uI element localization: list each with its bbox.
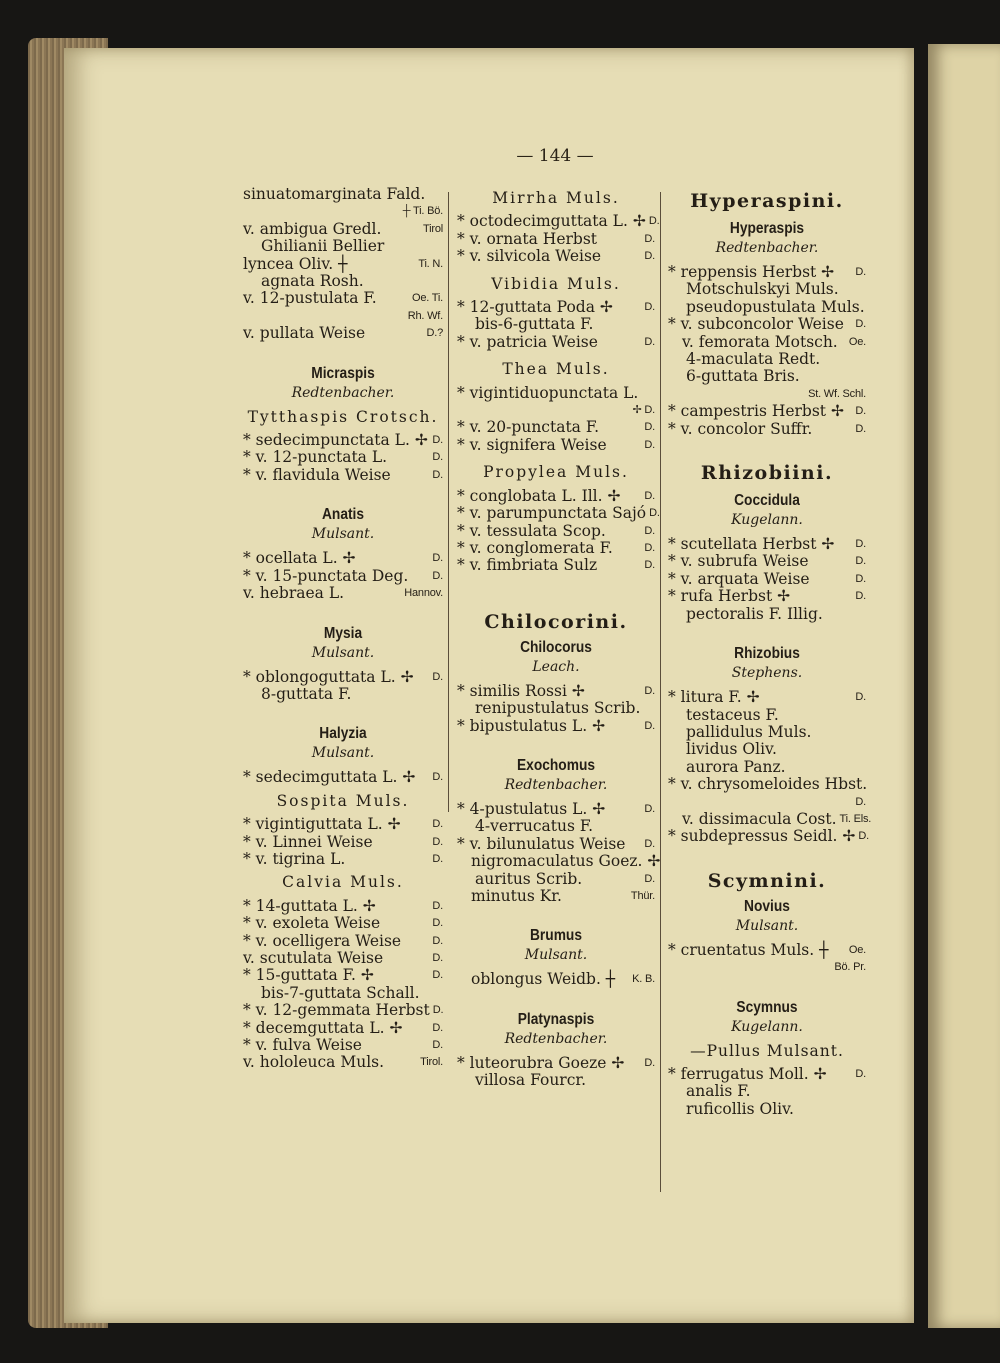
entry-line: * v. subconcolor Weise D. (668, 315, 866, 334)
entry-line: * litura F. ✢ D. (668, 688, 866, 707)
entry-line: v. scutulata Weise D. (243, 948, 443, 967)
entry-line: * vigintiguttata L. ✢ D. (243, 815, 443, 834)
entry-line: * octodecimguttata L. ✢ D. (457, 212, 660, 231)
genus-author: Mulsant. (311, 745, 375, 762)
genus-heading: Chilocorus (520, 638, 592, 656)
subgenus-heading: Sospita Muls. (276, 791, 410, 810)
entry-line: ruficollis Oliv. (686, 1099, 794, 1118)
genus-heading: Micraspis (311, 364, 375, 382)
genus-heading: Rhizobius (734, 645, 800, 663)
entry-line: * v. ocelligera Weise D. (243, 931, 443, 950)
entry-line: Ghilianii Bellier (261, 237, 385, 256)
genus-author: Redtenbacher. (504, 1030, 608, 1047)
tribe-heading: Scymnini. (707, 869, 827, 892)
entry-line: * v. 15-punctata Deg. D. (243, 566, 443, 585)
entry-line: * 4-pustulatus L. ✢ D. (457, 799, 655, 818)
entry-line: v. dissimacula Cost. Ti. Els. (682, 809, 872, 828)
entry-line: 4-maculata Redt. (686, 350, 821, 369)
entry-line: * sedecimguttata L. ✢ D. (243, 768, 443, 787)
entry-line: 8-guttata F. (261, 684, 352, 703)
entry-line: analis F. (686, 1082, 751, 1101)
entry-line: * decemguttata L. ✢ D. (243, 1018, 443, 1037)
genus-author: Redtenbacher. (504, 776, 608, 793)
entry-line: villosa Fourcr. (475, 1071, 587, 1090)
entry-line: * 15-guttata F. ✢ D. (243, 966, 443, 985)
genus-author: Mulsant. (311, 644, 375, 661)
entry-line: auritus Scrib. D. (475, 869, 655, 888)
entry-line: v. hebraea L. Hannov. (243, 584, 443, 603)
column-divider-2 (660, 192, 661, 1192)
entry-line: Bö. Pr. (834, 961, 866, 974)
entry-line: * v. exoleta Weise D. (243, 914, 443, 933)
genus-author: Redtenbacher. (715, 240, 819, 256)
entry-line: * reppensis Herbst ✢ D. (668, 263, 866, 281)
entry-line: * v. bilunulatus Weise D. (457, 834, 655, 853)
entry-line: v. 12-pustulata F. Oe. Ti. (243, 289, 443, 308)
column-2 (457, 186, 661, 1090)
entry-line: * 14-guttata L. ✢ D. (243, 896, 443, 915)
entry-line: * v. parumpunctata Sajó D. (457, 504, 660, 523)
entry-line: v. pullata Weise D.? (243, 324, 443, 343)
entry-line: * v. 12-gemmata Herbst D. (243, 1001, 444, 1020)
genus-author: Kugelann. (731, 512, 803, 529)
entry-line: v. ambigua Gredl. Tirol (243, 219, 443, 238)
genus-heading: Hyperaspis (729, 220, 805, 237)
entry-line: Rh. Wf. (407, 309, 443, 322)
entry-line: v. hololeuca Muls. Tirol. (243, 1053, 443, 1072)
genus-heading: Anatis (321, 506, 365, 524)
genus-heading: Exochomus (517, 756, 595, 774)
entry-line: * sedecimpunctata L. ✢ D. (243, 431, 443, 450)
subgenus-heading: Tytthaspis Crotsch. (247, 407, 439, 426)
entry-line: * similis Rossi ✢ D. (457, 681, 655, 700)
entry-line: pallidulus Muls. (686, 722, 812, 741)
genus-author: Kugelann. (731, 1018, 803, 1035)
entry-line: sinuatomarginata Fald. (243, 185, 426, 203)
column-1 (243, 186, 443, 1072)
entry-line: * rufa Herbst ✢ D. (668, 587, 866, 606)
entry-line: * campestris Herbst ✢ D. (668, 402, 866, 421)
entry-line: ✢ D. (632, 404, 655, 417)
entry-line: * v. subrufa Weise D. (668, 552, 866, 571)
entry-line: bis-6-guttata F. (475, 315, 594, 334)
entry-line: * v. silvicola Weise D. (457, 247, 655, 266)
tribe-heading: Rhizobiini. (700, 462, 834, 485)
entry-line: * v. flavidula Weise D. (243, 465, 443, 484)
genus-heading: Scymnus (736, 998, 798, 1016)
entry-line: * v. signifera Weise D. (457, 435, 655, 454)
entry-line: St. Wf. Schl. (808, 387, 866, 400)
genus-heading: Brumus (529, 927, 582, 945)
entry-line: * subdepressus Seidl. ✢ D. (668, 827, 869, 846)
entry-line: * conglobata L. Ill. ✢ D. (457, 486, 655, 505)
entry-line: * v. fimbriata Sulz D. (457, 556, 655, 575)
entry-line: v. femorata Motsch. Oe. (682, 332, 866, 351)
genus-heading: Coccidula (734, 492, 800, 510)
entry-line: D. (855, 795, 866, 808)
tribe-heading: Chilocorini. (484, 610, 628, 633)
entry-line: * ferrugatus Moll. ✢ D. (668, 1064, 866, 1083)
entry-line: * v. chrysomeloides Hbst. (668, 775, 868, 794)
subgenus-heading: Thea Muls. (502, 360, 610, 379)
entry-line: ┼ Ti. Bö. (402, 205, 443, 218)
entry-line: * v. tigrina L. D. (243, 849, 443, 868)
entry-line: * cruentatus Muls. ┼ Oe. (668, 940, 866, 959)
genus-author: Redtenbacher. (291, 384, 395, 401)
entry-line: * v. 12-punctata L. D. (243, 448, 443, 467)
entry-line: * v. patricia Weise D. (457, 332, 655, 351)
genus-author: Stephens. (731, 665, 803, 682)
entry-line: * bipustulatus L. ✢ D. (457, 716, 655, 735)
entry-line: * v. Linnei Weise D. (243, 832, 443, 851)
column-divider-1 (448, 192, 449, 812)
entry-line: * vigintiduopunctata L. (457, 383, 639, 402)
page-number: — 144 — (516, 146, 594, 166)
subgenus-heading: —Pullus Mulsant. (690, 1041, 844, 1060)
entry-line: * v. conglomerata F. D. (457, 538, 655, 557)
entry-line: pectoralis F. Illig. (686, 604, 823, 623)
entry-line: minutus Kr. Thür. (471, 886, 655, 905)
entry-line: * scutellata Herbst ✢ D. (668, 535, 866, 554)
entry-line: * v. ornata Herbst D. (457, 229, 655, 248)
genus-author: Mulsant. (735, 917, 799, 934)
tribe-heading: Hyperaspini. (690, 190, 844, 212)
column-3 (668, 186, 872, 1118)
entry-line: agnata Rosh. (261, 272, 364, 291)
entry-line: * v. arquata Weise D. (668, 569, 866, 588)
genus-author: Mulsant. (311, 526, 375, 543)
entry-line: nigromaculatus Goez. ✢ (471, 852, 661, 871)
facing-page-edge (928, 44, 1000, 1328)
entry-line: * v. tessulata Scop. D. (457, 521, 655, 540)
genus-heading: Halyzia (319, 725, 367, 743)
entry-line: oblongus Weidb. ┼ K. B. (471, 970, 655, 989)
entry-line: pseudopustulata Muls. (686, 297, 865, 316)
subgenus-heading: Mirrha Muls. (492, 189, 620, 207)
entry-line: lyncea Oliv. ┼ Ti. N. (243, 254, 443, 273)
entry-line: 6-guttata Bris. (686, 367, 800, 386)
entry-line: * oblongoguttata L. ✢ D. (243, 667, 443, 686)
entry-line: lividus Oliv. (686, 740, 777, 759)
entry-line: * luteorubra Goeze ✢ D. (457, 1053, 655, 1072)
entry-line: * v. 20-punctata F. D. (457, 418, 655, 437)
genus-heading: Novius (744, 897, 790, 915)
subgenus-heading: Propylea Muls. (483, 463, 629, 482)
entry-line: 4-verrucatus F. (475, 817, 594, 836)
entry-line: * v. concolor Suffr. D. (668, 419, 866, 438)
entry-line: * ocellata L. ✢ D. (243, 549, 443, 568)
genus-heading: Platynaspis (517, 1010, 595, 1028)
entry-line: aurora Panz. (686, 757, 786, 776)
genus-heading: Mysia (323, 624, 363, 642)
entry-line: renipustulatus Scrib. (475, 699, 641, 718)
entry-line: bis-7-guttata Schall. (261, 983, 420, 1002)
subgenus-heading: Vibidia Muls. (491, 274, 621, 293)
entry-line: Motschulskyi Muls. (686, 280, 839, 299)
entry-line: * 12-guttata Poda ✢ D. (457, 298, 655, 317)
subgenus-heading: Calvia Muls. (282, 873, 404, 892)
genus-author: Mulsant. (524, 947, 588, 964)
entry-line: testaceus F. (686, 705, 779, 724)
entry-line: * v. fulva Weise D. (243, 1036, 443, 1054)
genus-author: Leach. (532, 658, 580, 675)
